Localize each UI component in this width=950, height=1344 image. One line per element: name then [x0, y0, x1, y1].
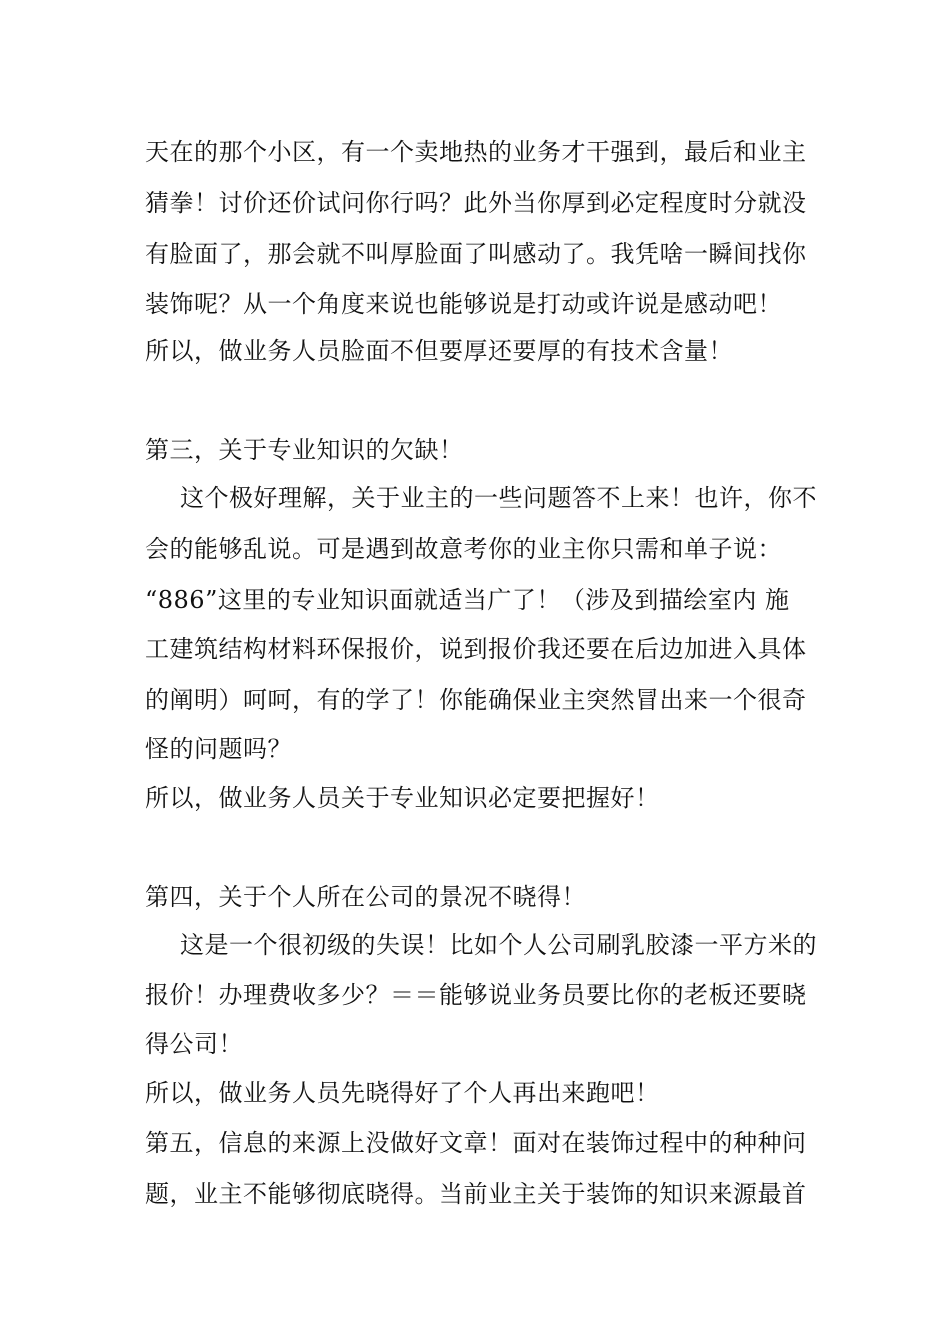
- text-line: 这个极好理解，关于业主的一些问题答不上来！也许，你不: [180, 484, 817, 512]
- section-heading: 第五，信息的来源上没做好文章！面对在装饰过程中的种种问: [145, 1129, 807, 1157]
- text-line: 所以，做业务人员先晓得好了个人再出来跑吧！: [145, 1079, 660, 1107]
- text-line: 得公司！: [145, 1030, 243, 1058]
- text-line: 装饰呢？从一个角度来说也能够说是打动或许说是感动吧！: [145, 290, 782, 318]
- text-line: 所以，做业务人员关于专业知识必定要把握好！: [145, 784, 660, 812]
- text-line: “886”这里的专业知识面就适当广了！（涉及到描绘室内 施: [145, 586, 790, 614]
- text-line: 所以，做业务人员脸面不但要厚还要厚的有技术含量！: [145, 337, 733, 365]
- section-heading: 第三，关于专业知识的欠缺！: [145, 436, 464, 464]
- text-line: 报价！办理费收多少？＝＝能够说业务员要比你的老板还要晓: [145, 981, 807, 1009]
- text-line: 怪的问题吗？: [145, 735, 292, 763]
- text-line: 这是一个很初级的失误！比如个人公司刷乳胶漆一平方米的: [180, 931, 817, 959]
- text-line: 有脸面了，那会就不叫厚脸面了叫感动了。我凭啥一瞬间找你: [145, 240, 807, 268]
- section-heading: 第四，关于个人所在公司的景况不晓得！: [145, 883, 586, 911]
- text-line: 会的能够乱说。可是遇到故意考你的业主你只需和单子说：: [145, 535, 782, 563]
- text-line: 题，业主不能够彻底晓得。当前业主关于装饰的知识来源最首: [145, 1180, 807, 1208]
- text-line: 天在的那个小区，有一个卖地热的业务才干强到，最后和业主: [145, 138, 807, 166]
- text-line: 猜拳！讨价还价试问你行吗？此外当你厚到必定程度时分就没: [145, 189, 807, 217]
- text-line: 工建筑结构材料环保报价，说到报价我还要在后边加进入具体: [145, 635, 807, 663]
- text-line: 的阐明）呵呵，有的学了！你能确保业主突然冒出来一个很奇: [145, 686, 807, 714]
